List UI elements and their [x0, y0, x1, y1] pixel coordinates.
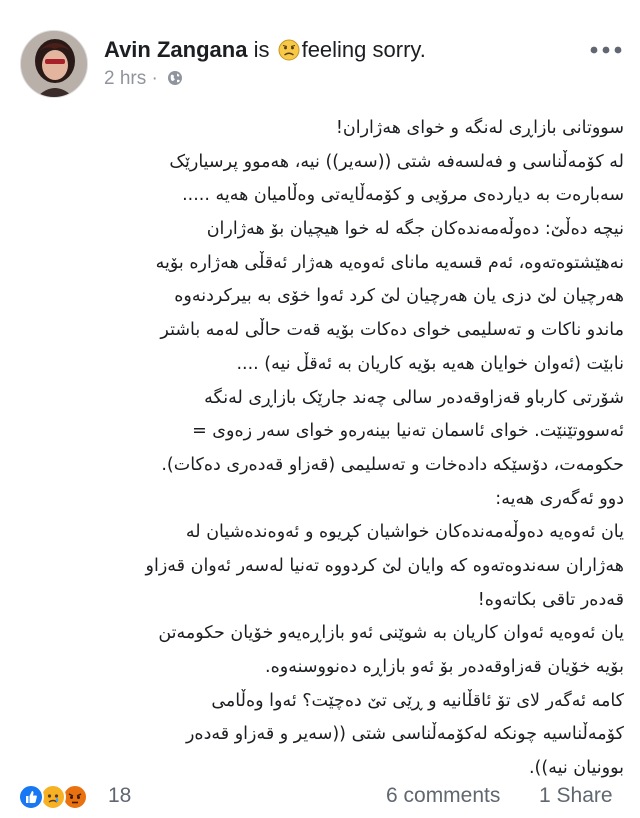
post-text-line: شۆرتی کارباو قەزاوقەدەر سالی چەند جارێک بازاڕی لەنگە: [204, 387, 624, 408]
post-text-line: نیچە دەڵێ: دەوڵەمەندەکان جگە لە خوا هیچیان بۆ هەژاران: [206, 219, 624, 240]
is-text: is: [253, 37, 270, 62]
post-text-line: کۆمەڵناسیە چونکە لەکۆمەڵناسی شتی ((سەیر و قەزاو قەدەر: [185, 724, 624, 745]
avatar[interactable]: [20, 30, 88, 98]
post-text-line: هەرچیان لێ دزی یان هەرچیان لێ کرد ئەوا خۆی بە بیرکردنەوە: [174, 286, 624, 307]
post-text-line: دوو ئەگەری هەیە:: [495, 488, 624, 509]
post-text-line: سووتانی بازاڕی لەنگە و خوای هەژاران!: [335, 118, 624, 138]
globe-icon: [167, 70, 183, 86]
feeling-text: feeling sorry.: [301, 37, 426, 62]
like-icon: [18, 784, 44, 810]
post-text-line: بۆیە خۆیان قەزاوقەدەر بۆ ئەو بازاڕە دەنووسنەوە.: [265, 657, 624, 677]
sad-face-icon: [278, 39, 300, 61]
more-options-icon[interactable]: [586, 40, 626, 60]
comments-link[interactable]: 6 comments: [386, 784, 501, 807]
reaction-count[interactable]: 18: [108, 784, 132, 807]
post-text: [16, 112, 624, 786]
post-meta: [104, 68, 183, 90]
post-text-line: ماندو ناکات و تەسلیمی خوای دەکات بۆیە قەت حاڵی لەمە باشتر: [160, 320, 624, 341]
post-text-line: لە کۆمەڵناسی و فەلسەفە شتی ((سەیر)) نیە، هەموو پرسیارێک: [169, 151, 624, 172]
post-text-line: ئەسووتێنێت. خوای ئاسمان تەنیا بینەرەو خوای سەر زەوی =: [192, 421, 624, 442]
post-text-line: نەهێشتوەتەوە، ئەم قسەیە مانای ئەوەیە هەژار ئەقڵی هەژارە بۆیە: [155, 252, 624, 273]
post-footer: [0, 770, 640, 818]
post-text-line: یان ئەوەیە ئەوان کاریان بە شوێنی ئەو بازاڕەیەو خۆیان حکومەتن: [158, 623, 624, 644]
shares-link[interactable]: 1 Share: [539, 784, 613, 807]
post-text-line: بوونیان نیە)).: [528, 758, 624, 779]
post-text-line: نابێت (ئەوان خوایان هەیە بۆیە کاریان بە ئەقڵ نیە) ....: [236, 353, 624, 374]
post-text-line: قەدەر تاقی بکاتەوە!: [477, 589, 624, 610]
timestamp[interactable]: 2 hrs: [104, 68, 147, 89]
profile-photo: [21, 31, 88, 98]
post-header: [0, 0, 640, 100]
post-text-line: کامە ئەگەر لای تۆ ئاقڵانیە و ڕێی تێ دەچێت؟ ئەوا وەڵامی: [211, 690, 624, 711]
separator: ·: [151, 68, 158, 89]
post-text-line: حکومەت، دۆسێکە دادەخات و تەسلیمی (قەزاو قەدەری دەکات).: [161, 454, 624, 475]
post-text-line: هەژاران سەندوەتەوە کە وایان لێ کردووە تەنیا لەسەر ئەوان قەزاو: [145, 555, 624, 576]
author-line: [104, 36, 426, 64]
post-text-line: سەبارەت بە دیاردەی مرۆیی و کۆمەڵایەتی وەڵامیان هەیە .....: [182, 185, 624, 206]
post-text-line: یان ئەوەیە دەوڵەمەندەکان خواشیان کڕیوە و ئەوەندەشیان لە: [185, 522, 624, 543]
author-name[interactable]: Avin Zangana: [104, 37, 248, 62]
